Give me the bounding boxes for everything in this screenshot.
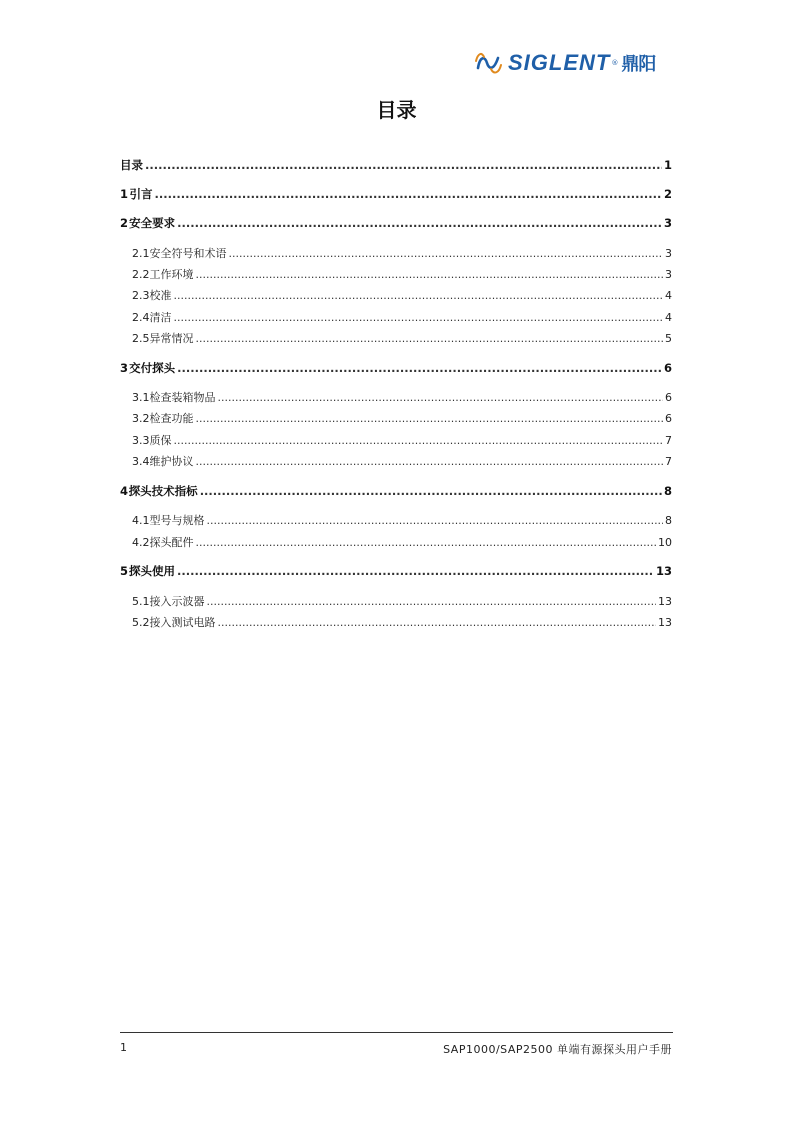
toc-entry-page: 6 bbox=[663, 361, 672, 375]
toc-dot-leader bbox=[196, 455, 664, 468]
toc-entry-label: 异常情况 bbox=[149, 332, 194, 345]
toc-dot-leader bbox=[177, 361, 662, 375]
toc-entry-number: 2.1 bbox=[132, 247, 150, 260]
toc-entry-page: 7 bbox=[665, 434, 672, 447]
toc-entry-number: 4.1 bbox=[132, 514, 150, 527]
toc-entry[interactable] bbox=[120, 432, 672, 450]
toc-dot-leader bbox=[174, 289, 664, 302]
toc-entry-number: 2.2 bbox=[132, 268, 150, 281]
toc-dot-leader bbox=[196, 268, 664, 281]
toc-dot-leader bbox=[174, 434, 664, 447]
toc-entry-label: 安全符号和术语 bbox=[149, 247, 227, 260]
toc-entry-number: 5.2 bbox=[132, 616, 150, 629]
toc-entry-label: 工作环境 bbox=[149, 268, 194, 281]
toc-entry[interactable] bbox=[120, 287, 672, 305]
toc-entry-page: 5 bbox=[665, 332, 672, 345]
toc-dot-leader bbox=[196, 332, 664, 345]
toc-entry-label: 目录 bbox=[120, 158, 143, 172]
toc-entry-page: 10 bbox=[658, 536, 672, 549]
logo-chinese-name: 鼎阳 bbox=[621, 54, 656, 75]
siglent-wave-icon bbox=[474, 48, 504, 78]
toc-entry-page: 8 bbox=[663, 484, 672, 498]
toc-entry-number: 5.1 bbox=[132, 595, 150, 608]
toc-entry-label: 质保 bbox=[149, 434, 172, 447]
toc-entry[interactable] bbox=[120, 215, 672, 233]
toc-entry-label: 探头配件 bbox=[149, 536, 194, 549]
footer-page-number: 1 bbox=[120, 1041, 127, 1054]
toc-entry[interactable] bbox=[120, 593, 672, 611]
toc-entry-label: 引言 bbox=[129, 187, 153, 201]
toc-entry[interactable] bbox=[120, 614, 672, 632]
toc-entry-page: 13 bbox=[658, 595, 672, 608]
toc-entry-page: 3 bbox=[665, 268, 672, 281]
toc-entry-label: 校准 bbox=[149, 289, 172, 302]
toc-dot-leader bbox=[174, 311, 664, 324]
toc-entry-page: 4 bbox=[665, 289, 672, 302]
toc-entry-number: 2.5 bbox=[132, 332, 150, 345]
toc-dot-leader bbox=[196, 412, 664, 425]
toc-entry-label: 探头技术指标 bbox=[128, 484, 198, 498]
toc-entry-label: 探头使用 bbox=[128, 564, 175, 578]
toc-entry-label: 清洁 bbox=[149, 311, 172, 324]
toc-entry[interactable] bbox=[120, 563, 672, 581]
toc-dot-leader bbox=[145, 158, 662, 172]
registered-mark: ® bbox=[611, 59, 619, 67]
toc-entry-number: 4.2 bbox=[132, 536, 150, 549]
toc-entry-label: 接入测试电路 bbox=[149, 616, 216, 629]
toc-entry-page: 13 bbox=[658, 616, 672, 629]
toc-entry[interactable] bbox=[120, 453, 672, 471]
toc-entry-number: 3 bbox=[120, 361, 129, 375]
toc-entry-label: 维护协议 bbox=[149, 455, 194, 468]
toc-entry-page: 2 bbox=[663, 187, 672, 201]
logo-wordmark: SIGLENT bbox=[508, 50, 611, 75]
toc-entry[interactable] bbox=[120, 512, 672, 530]
toc-dot-leader bbox=[200, 484, 662, 498]
toc-entry[interactable] bbox=[120, 534, 672, 552]
toc-entry-page: 6 bbox=[665, 412, 672, 425]
toc-entry-label: 接入示波器 bbox=[149, 595, 205, 608]
toc-dot-leader bbox=[218, 391, 664, 404]
toc-entry-number: 3.2 bbox=[132, 412, 150, 425]
toc-entry[interactable] bbox=[120, 410, 672, 428]
toc-entry[interactable] bbox=[120, 309, 672, 327]
toc-dot-leader bbox=[207, 514, 664, 527]
footer-document-title: SAP1000/SAP2500 单端有源探头用户手册 bbox=[443, 1043, 672, 1056]
footer-divider bbox=[120, 1032, 673, 1033]
toc-entry-page: 3 bbox=[665, 247, 672, 260]
toc-entry-number: 2.4 bbox=[132, 311, 150, 324]
toc-dot-leader bbox=[177, 216, 662, 230]
toc-entry-number: 2 bbox=[120, 216, 129, 230]
toc-entry[interactable] bbox=[120, 157, 672, 175]
toc-entry[interactable] bbox=[120, 245, 672, 263]
toc-entry-page: 6 bbox=[665, 391, 672, 404]
toc-dot-leader bbox=[155, 187, 662, 201]
toc-entry-number: 2.3 bbox=[132, 289, 150, 302]
toc-entry[interactable] bbox=[120, 360, 672, 378]
siglent-logo bbox=[474, 46, 674, 80]
toc-entry-page: 13 bbox=[655, 564, 672, 578]
toc-entry-label: 交付探头 bbox=[129, 361, 176, 375]
toc-entry-label: 安全要求 bbox=[129, 216, 176, 230]
toc-entry-page: 4 bbox=[665, 311, 672, 324]
toc-entry-number: 5 bbox=[120, 564, 129, 578]
toc-entry-number: 3.3 bbox=[132, 434, 150, 447]
toc-entry-page: 8 bbox=[665, 514, 672, 527]
toc-entry-label: 型号与规格 bbox=[149, 514, 205, 527]
toc-entry[interactable] bbox=[120, 389, 672, 407]
toc-dot-leader bbox=[229, 247, 664, 260]
toc-entry-label: 检查装箱物品 bbox=[149, 391, 216, 404]
toc-entry-page: 7 bbox=[665, 455, 672, 468]
toc-entry[interactable] bbox=[120, 483, 672, 501]
toc-entry-number: 3.1 bbox=[132, 391, 150, 404]
toc-entry-number: 1 bbox=[120, 187, 129, 201]
toc-entry[interactable] bbox=[120, 330, 672, 348]
toc-dot-leader bbox=[177, 564, 654, 578]
toc-entry[interactable] bbox=[120, 266, 672, 284]
toc-entry-number: 4 bbox=[120, 484, 129, 498]
toc-dot-leader bbox=[207, 595, 657, 608]
page-title: 目录 bbox=[376, 98, 417, 122]
toc-dot-leader bbox=[218, 616, 657, 629]
toc-entry-number: 3.4 bbox=[132, 455, 150, 468]
toc-entry[interactable] bbox=[120, 186, 672, 204]
toc-dot-leader bbox=[196, 536, 657, 549]
toc-entry-page: 3 bbox=[663, 216, 672, 230]
toc-entry-label: 检查功能 bbox=[149, 412, 194, 425]
toc-entry-page: 1 bbox=[663, 158, 672, 172]
